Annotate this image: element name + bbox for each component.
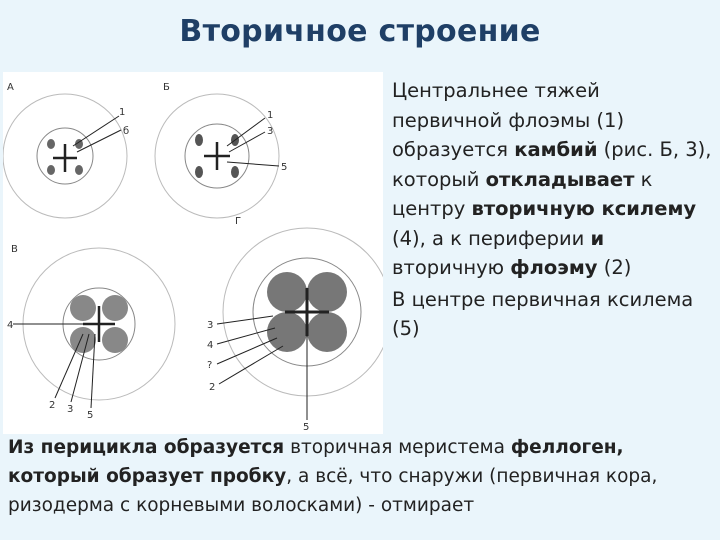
bottom-text-2: , а всё, что снаружи (первичная кора, ризодерма с корневыми волосками) - отмирает <box>8 466 658 516</box>
term-phellogen: феллоген, <box>510 437 624 458</box>
panel-v-label-3: 3 <box>67 404 74 415</box>
slide-title: Вторичное строение <box>179 14 541 49</box>
panel-b <box>155 82 287 218</box>
side-text-3: к центру <box>392 167 653 220</box>
side-paragraph-1 <box>392 76 714 283</box>
side-paragraph-2: В центре первичная ксилема (5) <box>392 287 694 340</box>
term-phloem: флоэму <box>510 256 598 279</box>
term-deposits: откладывает <box>485 167 635 191</box>
term-and: и <box>590 226 605 250</box>
side-text-2: (рис. Б, 3), который <box>392 138 712 191</box>
panel-v-label-2: 2 <box>49 400 56 411</box>
panel-b-label-3: 5 <box>281 162 288 173</box>
panel-g-letter: Г <box>235 216 242 227</box>
panel-b-label-2: 3 <box>267 126 274 137</box>
term-cambium: камбий <box>514 138 598 161</box>
panel-a <box>3 82 129 218</box>
panel-v <box>7 244 175 421</box>
panel-g-label-3: ? <box>207 360 213 371</box>
panel-b-label-1: 1 <box>267 110 274 121</box>
panel-g-label-2: 4 <box>207 340 214 351</box>
panel-a-label-2: б <box>123 126 130 137</box>
root-diagram <box>3 72 383 434</box>
side-text-1: Центральнее тяжей первичной флоэмы (1) образуется <box>392 79 625 161</box>
panel-g <box>207 216 383 433</box>
panel-v-label-1: 4 <box>7 320 14 331</box>
term-secondary-xylem: вторичную ксилему <box>471 197 697 220</box>
panel-g-label-5: 5 <box>303 422 310 433</box>
panel-a-label-1: 1 <box>119 107 126 118</box>
bottom-text-1: вторичная меристема <box>284 437 511 458</box>
side-explanation <box>392 76 714 344</box>
side-text-5: вторичную <box>392 256 511 279</box>
panel-v-label-4: 5 <box>87 410 94 421</box>
panel-v-letter: В <box>11 244 18 255</box>
panel-g-label-4: 2 <box>209 382 216 393</box>
side-text-4: (4), а к периферии <box>392 226 591 250</box>
bottom-bold-1: Из перицикла образуется <box>8 437 285 458</box>
root-cross-section-figure <box>3 72 383 434</box>
panel-b-letter: Б <box>163 82 170 93</box>
bottom-explanation <box>8 433 716 520</box>
panel-a-letter: А <box>7 82 14 93</box>
side-text-6: (2) <box>597 256 632 279</box>
panel-g-label-1: 3 <box>207 320 214 331</box>
bottom-bold-3: который образует пробку <box>8 466 287 487</box>
